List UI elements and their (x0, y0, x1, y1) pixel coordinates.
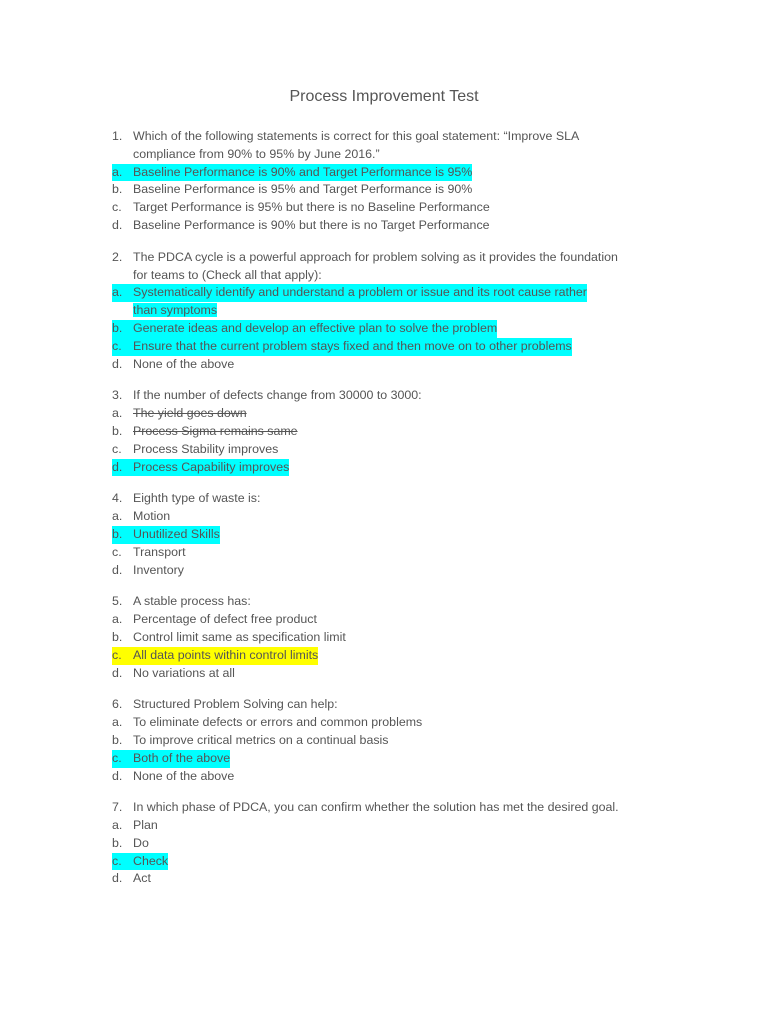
answer-option-highlight (112, 459, 289, 477)
answer-letter: d. (112, 356, 123, 371)
question-text: In which phase of PDCA, you can confirm whether the solution has met the desired goal. (133, 800, 619, 815)
answer-option (112, 732, 632, 750)
question-2 (112, 249, 632, 374)
answer-letter: a. (112, 285, 123, 300)
answer-letter: c. (112, 853, 122, 868)
answer-option (112, 629, 632, 647)
answer-option-highlight (112, 817, 158, 835)
answer-text: Target Performance is 95% but there is no Baseline Performance (133, 200, 490, 215)
answer-letter: b. (112, 320, 123, 335)
answer-option (112, 181, 632, 199)
answer-option-highlight (112, 338, 572, 356)
question-text-line (112, 249, 632, 285)
question-text: Structured Problem Solving can help: (133, 697, 338, 712)
answer-letter: a. (112, 715, 123, 730)
answer-option (112, 459, 632, 477)
question-number: 5. (112, 594, 123, 609)
answer-text: Control limit same as specification limit (133, 629, 346, 644)
answer-letter: c. (112, 441, 122, 456)
answer-option-highlight (112, 164, 472, 182)
answer-option (112, 714, 632, 732)
answer-option (112, 817, 632, 835)
answer-letter: a. (112, 406, 123, 421)
answer-option (112, 526, 632, 544)
answer-option (112, 338, 632, 356)
answer-text: Baseline Performance is 90% and Target Performance is 95% (133, 164, 473, 179)
answer-text: Baseline Performance is 90% but there is no Target Performance (133, 217, 490, 232)
answer-letter: b. (112, 423, 123, 438)
answer-option-highlight (112, 714, 422, 732)
question-text-line (112, 490, 632, 508)
answer-text: Transport (133, 544, 186, 559)
answer-letter: c. (112, 338, 122, 353)
answer-option-highlight (112, 853, 168, 871)
answer-option-highlight (112, 562, 184, 580)
question-text-line (112, 696, 632, 714)
question-text-line (112, 593, 632, 611)
answer-option-highlight (112, 423, 298, 441)
answer-option-highlight (112, 750, 230, 768)
answer-text: Percentage of defect free product (133, 612, 317, 627)
answer-option (112, 853, 632, 871)
answer-option (112, 544, 632, 562)
question-1 (112, 128, 632, 235)
answer-option (112, 356, 632, 374)
answer-letter: b. (112, 182, 123, 197)
answer-option (112, 284, 632, 302)
answer-option-highlight (112, 526, 220, 544)
answer-letter: d. (112, 217, 123, 232)
question-text-line (112, 387, 632, 405)
question-7 (112, 799, 632, 888)
answer-option (112, 199, 632, 217)
answer-letter: c. (112, 750, 122, 765)
answer-text: Check (133, 853, 169, 868)
answer-text: Ensure that the current problem stays fixed and then move on to other problems (133, 338, 572, 353)
answer-text-continuation: than symptoms (133, 303, 218, 318)
answer-text: Baseline Performance is 95% and Target Performance is 90% (133, 182, 473, 197)
answer-option (112, 508, 632, 526)
answer-text: Unutilized Skills (133, 526, 220, 541)
answer-option (112, 562, 632, 580)
answer-letter: b. (112, 526, 123, 541)
answer-option-highlight (112, 544, 186, 562)
question-list (112, 128, 632, 902)
answer-option (112, 423, 632, 441)
answer-letter: d. (112, 768, 123, 783)
question-text: A stable process has: (133, 594, 251, 609)
answer-option (112, 750, 632, 768)
answer-option-highlight (112, 217, 490, 235)
answer-text: Plan (133, 818, 158, 833)
answer-option-highlight (112, 199, 490, 217)
answer-text: Motion (133, 509, 171, 524)
answer-option-highlight (112, 835, 149, 853)
answer-letter: a. (112, 818, 123, 833)
answer-option (112, 405, 632, 423)
answer-letter: c. (112, 544, 122, 559)
answer-text: Generate ideas and develop an effective plan to solve the problem (133, 320, 498, 335)
question-number: 2. (112, 249, 123, 264)
question-number: 6. (112, 697, 123, 712)
answer-text: Act (133, 871, 151, 886)
answer-option-highlight (112, 870, 151, 888)
answer-text: Both of the above (133, 750, 231, 765)
answer-option (112, 870, 632, 888)
answer-text: To eliminate defects or errors and common problems (133, 715, 423, 730)
answer-text: Process Stability improves (133, 441, 279, 456)
answer-text: Inventory (133, 562, 184, 577)
answer-option-highlight (112, 320, 497, 338)
answer-text: All data points within control limits (133, 647, 319, 662)
answer-letter: b. (112, 835, 123, 850)
answer-option (112, 320, 632, 338)
answer-option-highlight (112, 181, 472, 199)
answer-option-highlight (112, 629, 346, 647)
answer-letter: d. (112, 871, 123, 886)
answer-option (112, 768, 632, 786)
answer-option-highlight (112, 768, 234, 786)
question-5 (112, 593, 632, 682)
answer-option (112, 835, 632, 853)
answer-option-highlight (112, 441, 278, 459)
answer-letter: d. (112, 459, 123, 474)
question-text-line (112, 799, 632, 817)
question-4 (112, 490, 632, 579)
answer-text: Do (133, 835, 149, 850)
answer-letter: b. (112, 629, 123, 644)
answer-letter: c. (112, 647, 122, 662)
question-number: 1. (112, 129, 123, 143)
answer-text: To improve critical metrics on a continual basis (133, 732, 389, 747)
answer-letter: c. (112, 200, 122, 215)
page-title: Process Improvement Test (289, 88, 479, 105)
answer-text: None of the above (133, 356, 235, 371)
answer-text: The yield goes down (133, 406, 247, 421)
answer-option (112, 611, 632, 629)
answer-option (112, 647, 632, 665)
answer-option (112, 164, 632, 182)
answer-option (112, 441, 632, 459)
answer-letter: d. (112, 665, 123, 680)
answer-option-highlight (112, 405, 247, 423)
question-text-line (112, 128, 632, 164)
answer-letter: a. (112, 164, 123, 179)
answer-option (112, 665, 632, 683)
answer-text: No variations at all (133, 665, 235, 680)
answer-text: Systematically identify and understand a problem or issue and its root cause rather (133, 285, 587, 300)
answer-option-highlight (112, 508, 170, 526)
answer-letter: d. (112, 562, 123, 577)
answer-option-highlight (112, 284, 587, 302)
answer-text: Process Sigma remains same (133, 423, 298, 438)
answer-option-highlight (112, 647, 318, 665)
question-number: 3. (112, 388, 123, 403)
question-text: The PDCA cycle is a powerful approach for problem solving as it provides the foundation for teams to (Check all that apply): (133, 249, 618, 282)
answer-text: None of the above (133, 768, 235, 783)
question-3 (112, 387, 632, 476)
answer-option-highlight (112, 611, 317, 629)
answer-letter: b. (112, 732, 123, 747)
answer-text: Process Capability improves (133, 459, 290, 474)
answer-letter: a. (112, 509, 123, 524)
question-text: Eighth type of waste is: (133, 491, 261, 506)
question-6 (112, 696, 632, 785)
question-text: Which of the following statements is correct for this goal statement: “Improve SLA compliance from 90% to 95% by June 2016.” (133, 129, 579, 161)
answer-option-continuation (112, 302, 632, 320)
answer-option-highlight (112, 665, 235, 683)
question-text: If the number of defects change from 30000 to 3000: (133, 388, 422, 403)
answer-option (112, 217, 632, 235)
answer-option-highlight (112, 732, 388, 750)
question-number: 7. (112, 800, 123, 815)
question-number: 4. (112, 491, 123, 506)
answer-option-highlight (112, 356, 234, 374)
answer-letter: a. (112, 612, 123, 627)
